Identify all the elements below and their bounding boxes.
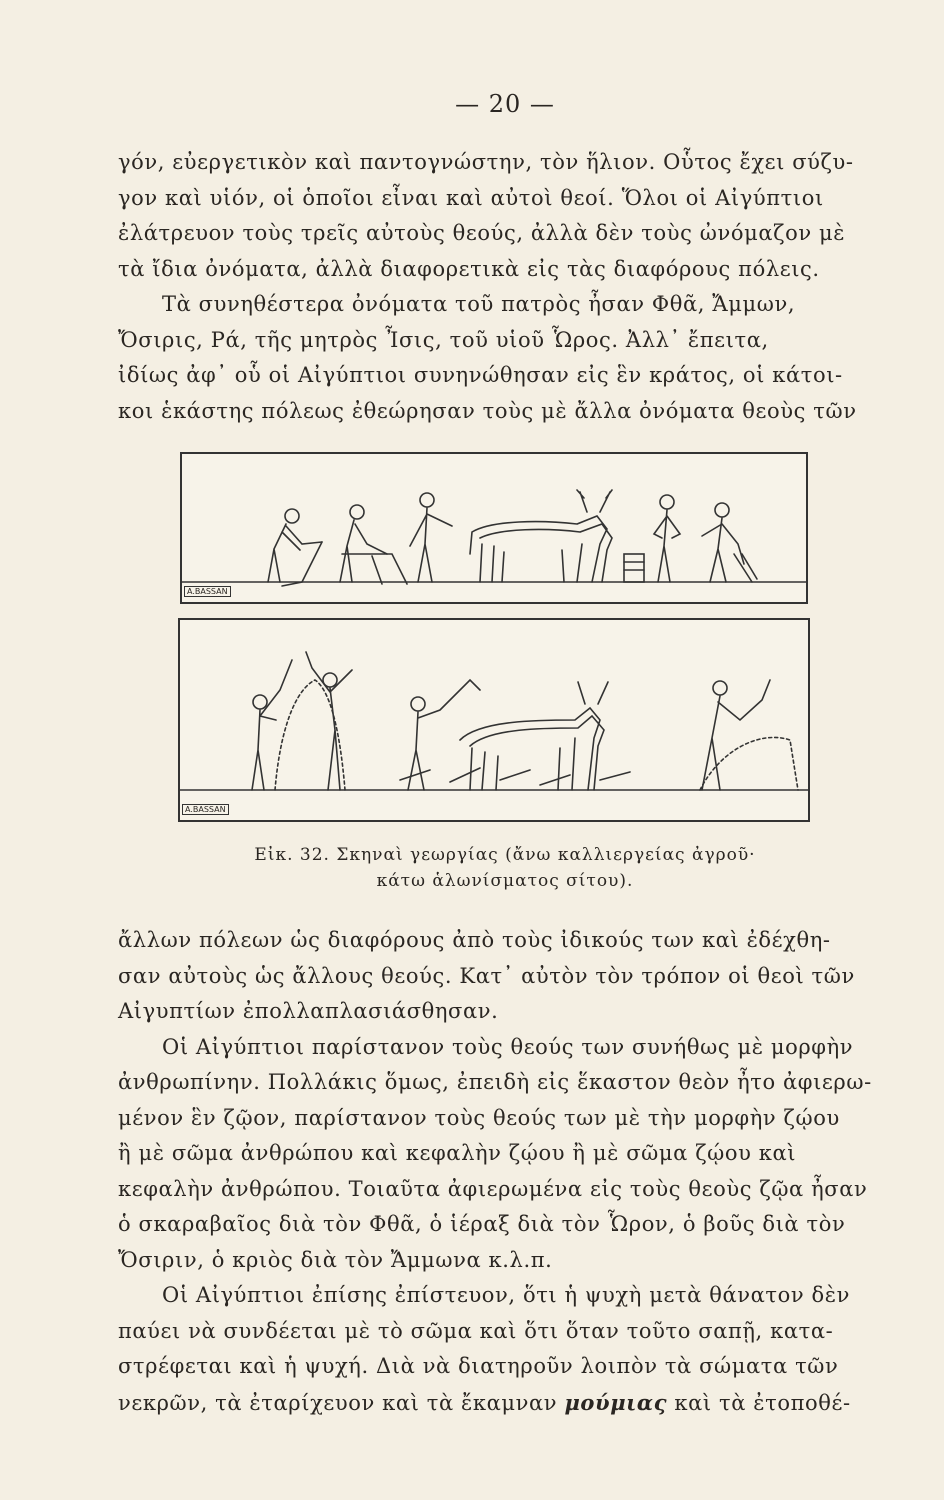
figure-caption-line: Εἰκ. 32. Σκηναὶ γεωργίας (ἄνω καλλιεργείας ἀγροῦ· (254, 845, 756, 865)
figure-threshing-scene (178, 618, 810, 822)
text-line: στρέφεται καὶ ἡ ψυχή. Διὰ νὰ διατηροῦν λοιπὸν τὰ σώματα τῶν (118, 1354, 839, 1378)
text-line: γον καὶ υἱόν, οἱ ὁποῖοι εἶναι καὶ αὐτοὶ θεοί. Ὅλοι οἱ Αἰγύπτιοι (118, 185, 824, 210)
text-line: ὁ σκαραβαῖος διὰ τὸν Φθᾶ, ὁ ἱέραξ διὰ τὸν Ὧρον, ὁ βοῦς διὰ τὸν (118, 1212, 846, 1236)
text-line: Αἰγυπτίων ἐπολλαπλασιάσθησαν. (118, 999, 499, 1023)
page-number: — 20 — (455, 90, 555, 118)
text-line: ἄλλων πόλεων ὡς διαφόρους ἀπὸ τοὺς ἰδικούς των καὶ ἐδέχθη- (118, 928, 831, 952)
text-line: γόν, εὐεργετικὸν καὶ παντογνώστην, τὸν ἥλιον. Οὗτος ἔχει σύζυ- (118, 150, 854, 174)
figure-plowing-scene (180, 452, 808, 604)
text-line: μένον ἓν ζῷον, παρίστανον τοὺς θεούς των μὲ τὴν μορφὴν ζῴου (118, 1105, 840, 1130)
figure-caption-line: κάτω ἁλωνίσματος σίτου). (376, 871, 634, 891)
text-line: Ὄσιριν, ὁ κριὸς διὰ τὸν Ἄμμωνα κ.λ.π. (118, 1247, 553, 1272)
text-line-tail: καὶ τὰ ἐτοποθέ- (674, 1390, 851, 1415)
text-line: ἰδίως ἀφ᾽ οὗ οἱ Αἰγύπτιοι συνηνώθησαν εἰς ἓν κράτος, οἱ κάτοι- (118, 363, 843, 387)
text-line: κοι ἑκάστης πόλεως ἐθεώρησαν τοὺς μὲ ἄλλα ὀνόματα θεοὺς τῶν (118, 398, 857, 423)
artist-signature: A.BASSAN (182, 804, 229, 815)
text-line-last (118, 1385, 878, 1421)
text-line: παύει νὰ συνδέεται μὲ τὸ σῶμα καὶ ὅτι ὅταν τοῦτο σαπῇ, κατα- (118, 1318, 834, 1343)
text-line: Οἱ Αἰγύπτιοι παρίστανον τοὺς θεούς των συνήθως μὲ μορφὴν (162, 1034, 854, 1059)
text-line: σαν αὐτοὺς ὡς ἄλλους θεούς. Κατ᾽ αὐτὸν τὸν τρόπον οἱ θεοὶ τῶν (118, 963, 855, 988)
text-line: κεφαλὴν ἀνθρώπου. Τοιαῦτα ἀφιερωμένα εἰς τοὺς θεοὺς ζῷα ἦσαν (118, 1176, 868, 1201)
paragraph-top (118, 145, 878, 429)
plowing-illustration (182, 454, 806, 602)
text-line: Ὄσιρις, Ρά, τῆς μητρὸς Ἶσις, τοῦ υἱοῦ Ὧρος. Ἀλλ᾽ ἔπειτα, (118, 327, 769, 352)
text-line: Τὰ συνηθέστερα ὀνόματα τοῦ πατρὸς ἦσαν Φθᾶ, Ἄμμων, (162, 292, 796, 316)
text-line: νεκρῶν, τὰ ἐταρίχευον καὶ τὰ ἔκαμναν (118, 1390, 558, 1415)
text-line: τὰ ἴδια ὀνόματα, ἀλλὰ διαφορετικὰ εἰς τὰς διαφόρους πόλεις. (118, 256, 820, 281)
emphasis-word: μούμιας (564, 1389, 668, 1415)
paragraph-bottom (118, 923, 878, 1420)
text-line: ἐλάτρευον τοὺς τρεῖς αὐτοὺς θεούς, ἀλλὰ δὲν τοὺς ὠνόμαζον μὲ (118, 221, 846, 245)
text-line: ἢ μὲ σῶμα ἀνθρώπου καὶ κεφαλὴν ζῴου ἢ μὲ σῶμα ζῴου καὶ (118, 1141, 797, 1165)
text-line: ἀνθρωπίνην. Πολλάκις ὅμως, ἐπειδὴ εἰς ἕκαστον θεὸν ἦτο ἀφιερω- (118, 1070, 872, 1094)
artist-signature: A.BASSAN (184, 586, 231, 597)
threshing-illustration (180, 620, 808, 820)
text-line: Οἱ Αἰγύπτιοι ἐπίσης ἐπίστευον, ὅτι ἡ ψυχὴ μετὰ θάνατον δὲν (162, 1283, 850, 1307)
